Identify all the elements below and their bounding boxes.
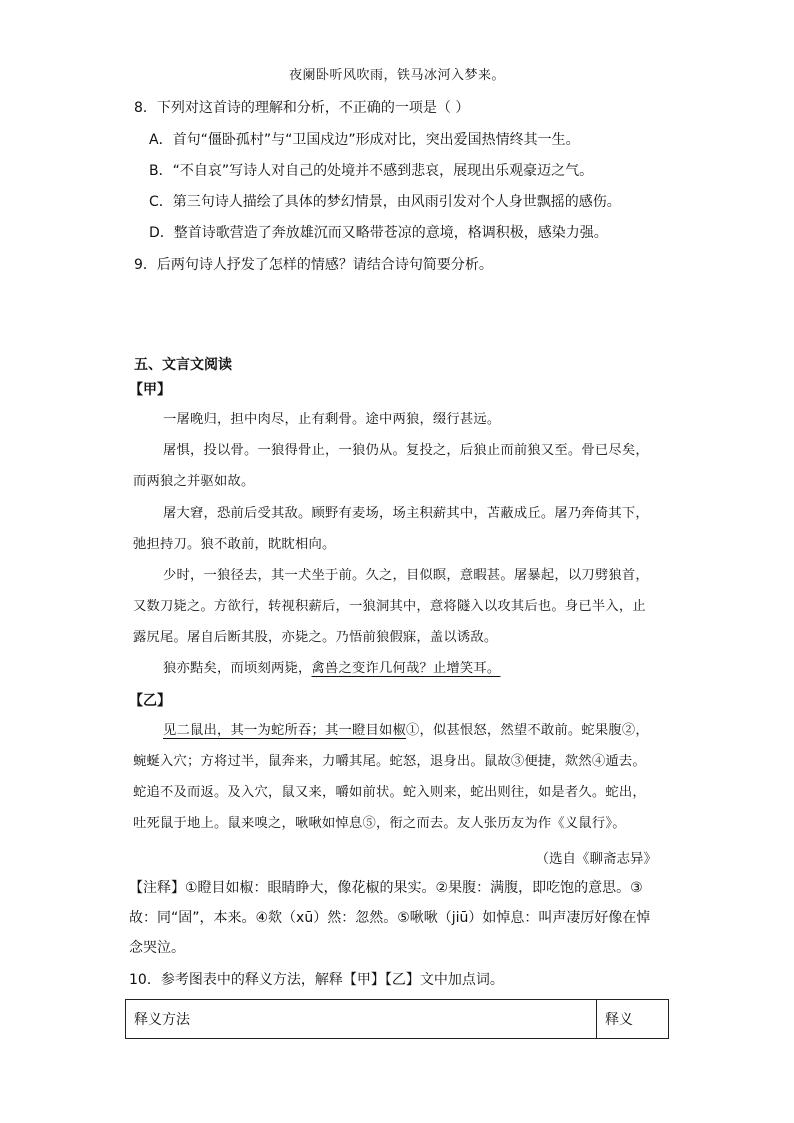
- passage-jia-line: 一屠晚归，担中肉尽，止有剩骨。途中两狼，缀行甚远。: [163, 412, 501, 427]
- annotation-line: 故：同“固”，本来。④欻（xū）然：忽然。⑤啾啾（jiū）如悼息：叫声凄厉好像在悼: [129, 910, 651, 926]
- passage-jia-line: 弛担持刀。狼不敢前，眈眈相向。: [133, 537, 336, 552]
- question-8-stem: 8．下列对这首诗的理解和分析，不正确的一项是（ ）: [134, 100, 470, 116]
- question-9: 9．后两句诗人抒发了怎样的情感？请结合诗句简要分析。: [134, 257, 493, 273]
- passage-yi-first-rest: ①，似甚恨怒，然望不敢前。蛇果腹②，: [405, 723, 649, 738]
- passage-yi-line: 吐死鼠于地上。鼠来嗅之，啾啾如悼息⑤，衔之而去。友人张历友为作《义鼠行》。: [133, 816, 626, 831]
- table-header-row: [126, 1000, 669, 1039]
- poem-last-line: 夜阑卧听风吹雨，铁马冰河入梦来。: [288, 68, 505, 83]
- passage-yi-tag: 【乙】: [129, 693, 171, 709]
- passage-jia-line: 露尻尾。屠自后断其股，亦毙之。乃悟前狼假寐，盖以诱敌。: [133, 630, 498, 645]
- question-10: 10．参考图表中的释义方法，解释【甲】【乙】文中加点词。: [129, 972, 504, 988]
- question-8-option-c: C．第三句诗人描绘了具体的梦幻情景，由风雨引发对个人身世飘摇的感伤。: [149, 194, 621, 210]
- passage-jia-underlined-sentence: 禽兽之变诈几何哉？止增笑耳。: [311, 661, 501, 676]
- passage-jia-line: 屠大窘，恐前后受其敌。顾野有麦场，场主积薪其中，苫蔽成丘。屠乃奔倚其下，: [163, 506, 649, 521]
- question-8-option-d: D．整首诗歌营造了奔放雄沉而又略带苍凉的意境，格调积极，感染力强。: [149, 225, 608, 241]
- table-header-meaning: 释义: [597, 1000, 669, 1039]
- section-5-title: 五、文言文阅读: [134, 357, 232, 373]
- question-8-option-a: A．首句“僵卧孤村”与“卫国戍边”形成对比，突出爱国热情终其一生。: [149, 132, 580, 148]
- passage-yi-line: 蜿蜒入穴；方将过半，鼠奔来，力嚼其尾。蛇怒，退身出。鼠故③便捷，欻然④遁去。: [133, 754, 646, 769]
- annotation-line: 念哭泣。: [129, 940, 185, 956]
- passage-jia-line: 又数刀毙之。方欲行，转视积薪后，一狼洞其中，意将隧入以攻其后也。身已半入，止: [133, 599, 646, 614]
- table-header-method: 释义方法: [126, 1000, 597, 1039]
- passage-jia-line: 屠惧，投以骨。一狼得骨止，一狼仍从。复投之，后狼止而前狼又至。骨已尽矣，: [163, 443, 649, 458]
- passage-jia-last-plain: 狼亦黠矣，而顷刻两毙，: [163, 661, 312, 676]
- passage-jia-tag: 【甲】: [129, 382, 171, 398]
- passage-yi-underlined-sentence: 见二鼠出，其一为蛇所吞；其一瞪目如椒: [163, 723, 406, 738]
- source-citation: （选自《聊斋志异》: [535, 851, 657, 867]
- passage-jia-last-line: [163, 659, 500, 679]
- annotation-line: 【注释】①瞪目如椒：眼睛睁大，像花椒的果实。②果腹：满腹，即吃饱的意思。③: [129, 880, 643, 896]
- passage-jia-line: 少时，一狼径去，其一犬坐于前。久之，目似瞑，意暇甚。屠暴起，以刀劈狼首，: [163, 568, 649, 583]
- passage-jia-line: 而两狼之并驱如故。: [133, 474, 255, 489]
- passage-yi-first-line: [163, 721, 649, 741]
- question-8-option-b: B．“不自哀”写诗人对自己的处境并不感到悲哀，展现出乐观豪迈之气。: [149, 163, 594, 179]
- definition-table: [125, 999, 669, 1039]
- passage-yi-line: 蛇追不及而返。及入穴，鼠又来，嚼如前状。蛇入则来，蛇出则往，如是者久。蛇出，: [133, 785, 646, 800]
